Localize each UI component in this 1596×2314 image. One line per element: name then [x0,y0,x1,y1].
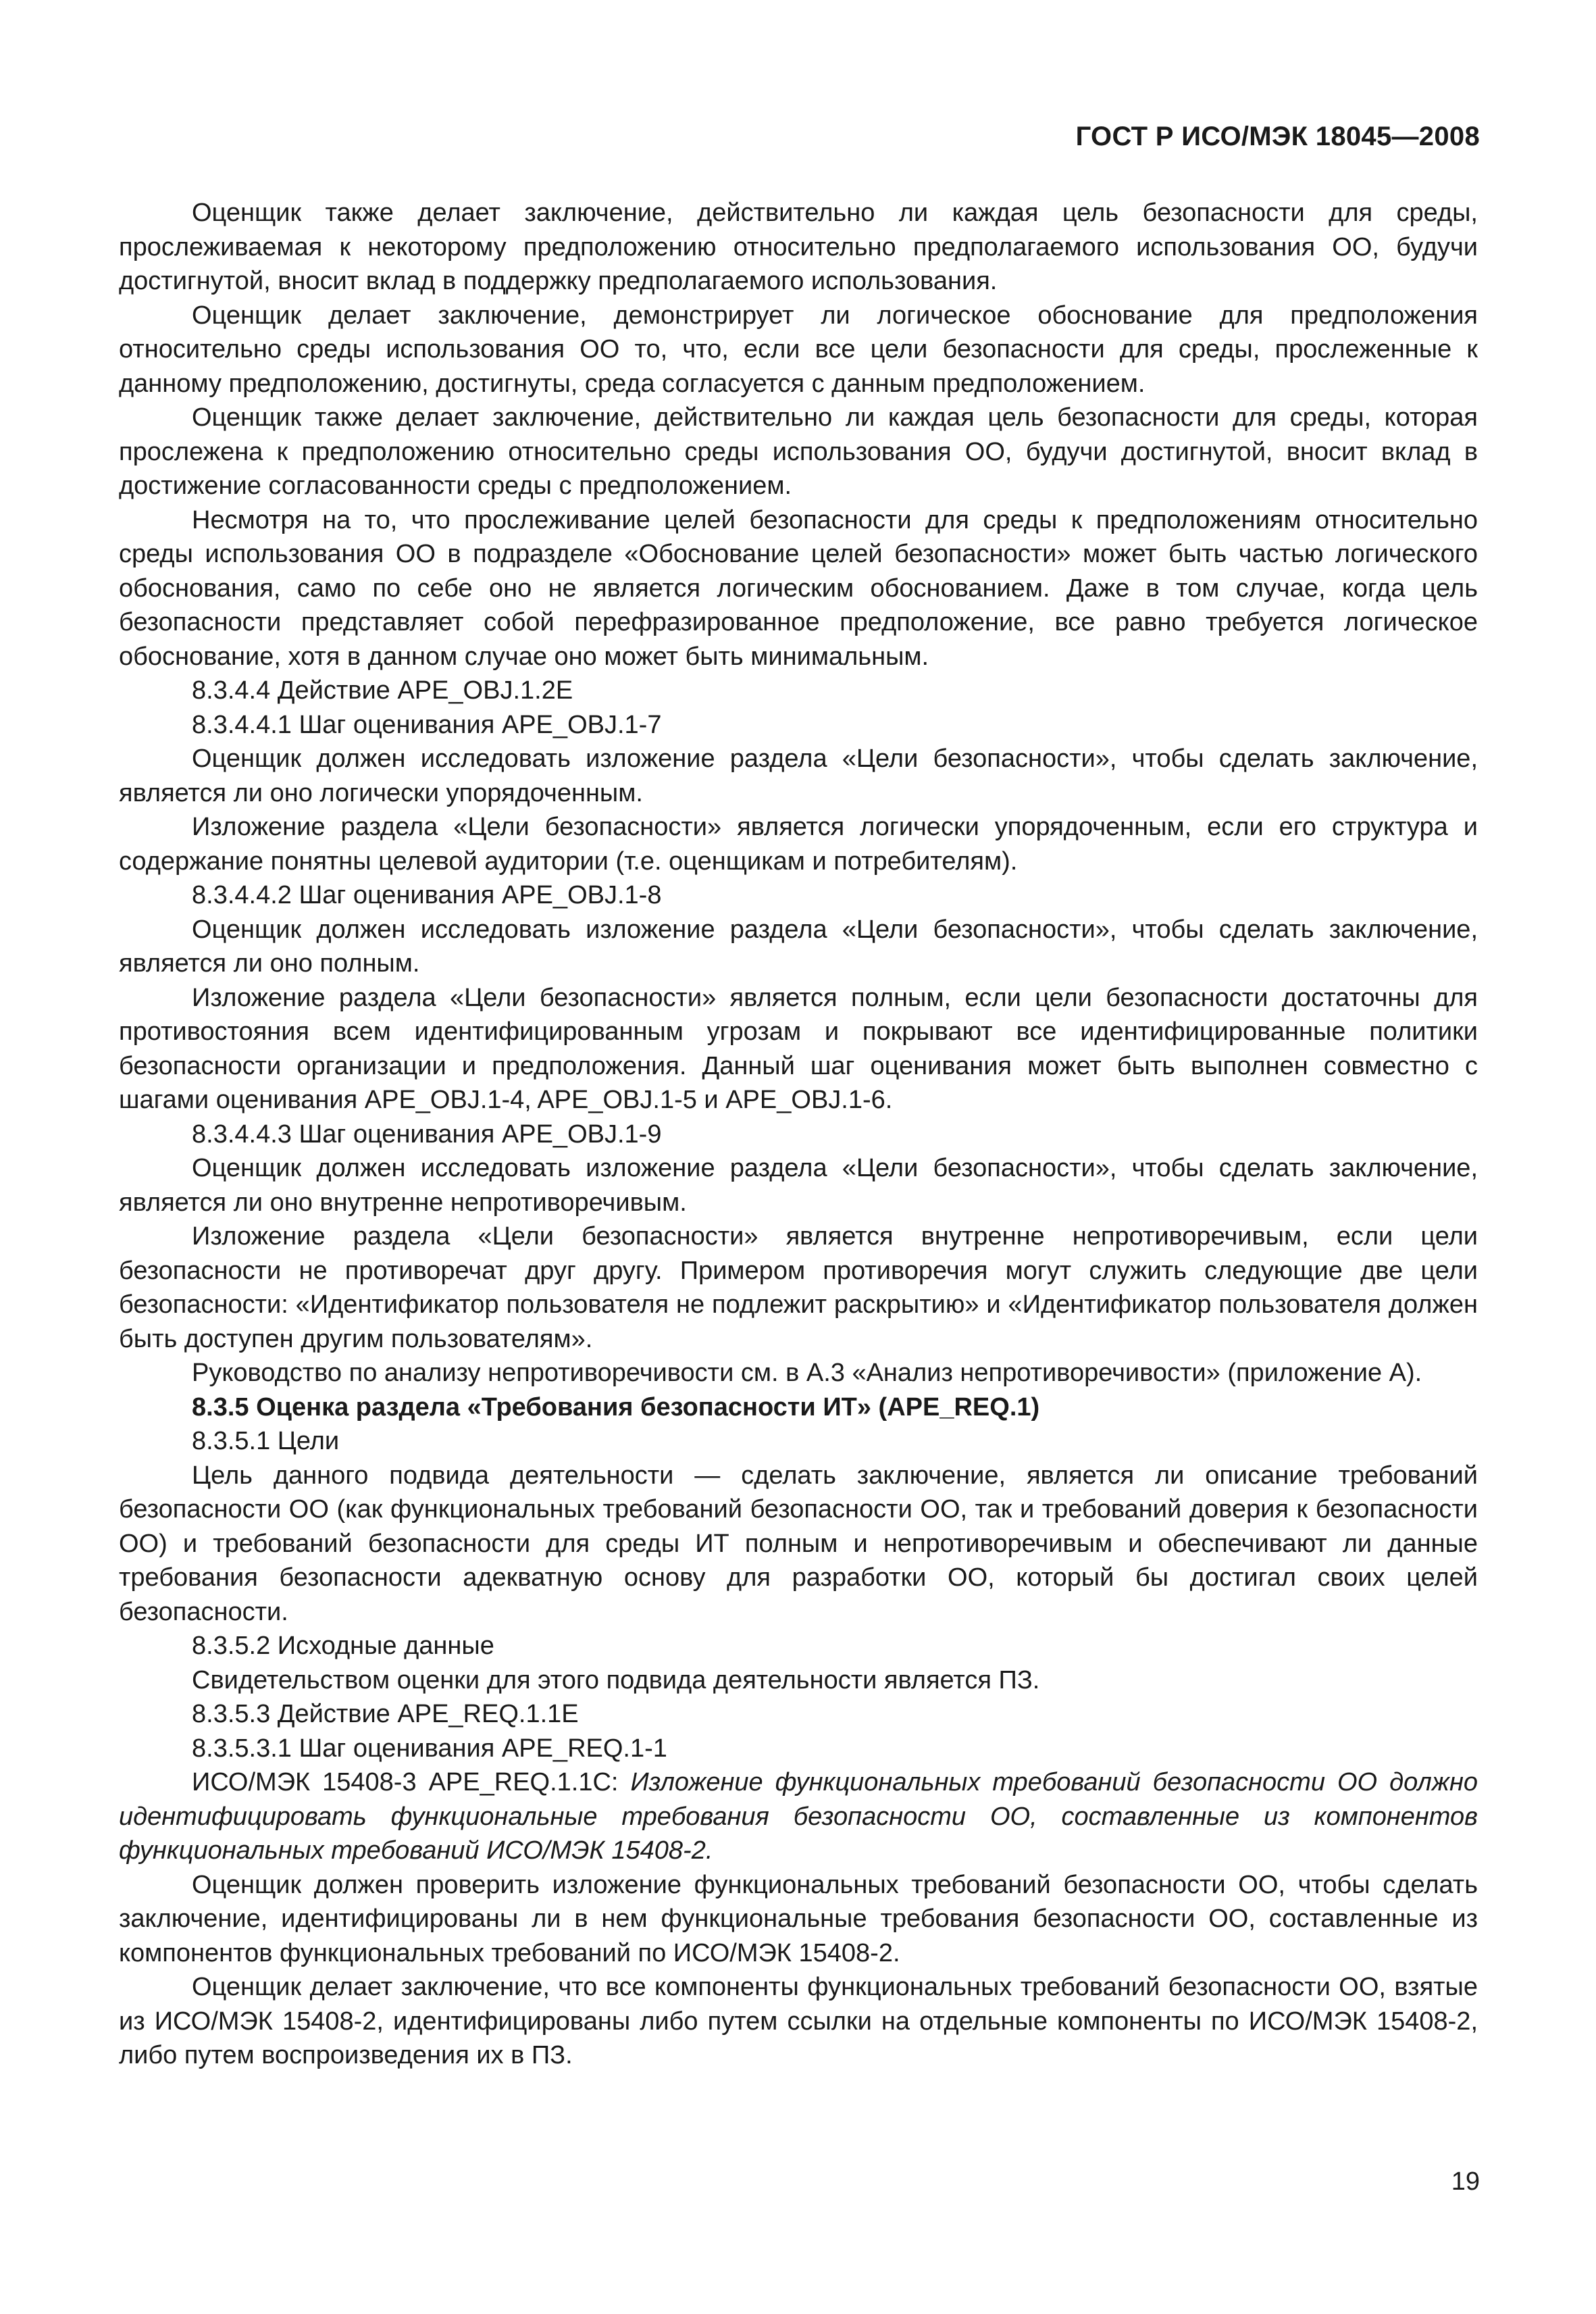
clause-heading: 8.3.4.4 Действие APE_OBJ.1.2E [192,676,573,705]
paragraph: Оценщик также делает заключение, действительно ли каждая цель безопасности для среды, прослеживаемая к некоторому предположению относительно предполагаемого использования ОО, будучи достигнутой, вносит вклад в поддержку предполагаемого использования. [119,199,1478,295]
paragraph: Цель данного подвида деятельности — сделать заключение, является ли описание требований безопасности ОО (как функциональных требований безопасности ОО, так и требований доверия к безопасности ОО) и требований безопасности для среды ИТ полным и непротиворечивым и обеспечивают ли данные требования безопасности адекватную основу для разработки ОО, который бы достигал своих целей безопасности. [119,1461,1478,1626]
paragraph: Оценщик должен проверить изложение функциональных требований безопасности ОО, чтобы сделать заключение, идентифицированы ли в нем функциональные требования безопасности ОО, составленные из компонентов функциональных требований по ИСО/МЭК 15408-2. [119,1870,1478,1967]
clause-heading: 8.3.5.1 Цели [192,1427,340,1455]
clause-heading: 8.3.5.2 Исходные данные [192,1632,494,1660]
paragraph: Изложение раздела «Цели безопасности» является полным, если цели безопасности достаточны для противостояния всем идентифицированным угрозам и покрывают все идентифицированные политики безопасности организации и предположения. Данный шаг оценивания может быть выполнен совместно с шагами оценивания APE_OBJ.1-4, APE_OBJ.1-5 и APE_OBJ.1-6. [119,983,1478,1114]
paragraph: Оценщик делает заключение, демонстрирует ли логическое обоснование для предположения относительно среды использования ОО то, что, если все цели безопасности для среды, прослеженные к данному предположению, достигнуты, среда согласуется с данным предположением. [119,301,1478,398]
clause-heading: 8.3.4.4.2 Шаг оценивания APE_OBJ.1-8 [192,881,662,909]
paragraph: Оценщик делает заключение, что все компоненты функциональных требований безопасности ОО, взятые из ИСО/МЭК 15408-2, идентифицированы либо путем ссылки на отдельные компоненты по ИСО/МЭК 15408-2, либо путем воспроизведения их в ПЗ. [119,1973,1478,2069]
paragraph: Оценщик должен исследовать изложение раздела «Цели безопасности», чтобы сделать заключение, является ли оно полным. [119,915,1478,978]
clause-heading: 8.3.4.4.1 Шаг оценивания APE_OBJ.1-7 [192,710,662,739]
clause-heading: 8.3.5.3.1 Шаг оценивания APE_REQ.1-1 [192,1734,667,1763]
requirement-text: Изложение функциональных требований безопасности ОО должно идентифицировать функциональные требования безопасности ОО, составленные из компонентов функциональных требований ИСО/МЭК 15408-2. [119,1768,1478,1865]
page-body [119,196,1478,2073]
paragraph: Руководство по анализу непротиворечивости см. в А.3 «Анализ непротиворечивости» (приложение А). [192,1359,1422,1387]
paragraph: Свидетельством оценки для этого подвида деятельности является ПЗ. [192,1665,1040,1694]
requirement-reference: ИСО/МЭК 15408-3 APE_REQ.1.1C: [192,1768,619,1796]
clause-heading: 8.3.4.4.3 Шаг оценивания APE_OBJ.1-9 [192,1120,662,1149]
paragraph: Оценщик должен исследовать изложение раздела «Цели безопасности», чтобы сделать заключение, является ли оно логически упорядоченным. [119,745,1478,807]
page-number: 19 [1451,2167,1480,2196]
section-heading: 8.3.5 Оценка раздела «Требования безопасности ИТ» (APE_REQ.1) [192,1392,1040,1422]
document-header: ГОСТ Р ИСО/МЭК 18045—2008 [1075,122,1480,151]
paragraph: Оценщик также делает заключение, действительно ли каждая цель безопасности для среды, которая прослежена к предположению относительно среды использования ОО, будучи достигнутой, вносит вклад в достижение согласованности среды с предположением. [119,403,1478,500]
paragraph: Изложение раздела «Цели безопасности» является внутренне непротиворечивым, если цели безопасности не противоречат друг другу. Примером противоречия могут служить следующие две цели безопасности: «Идентификатор пользователя не подлежит раскрытию» и «Идентификатор пользователя должен быть доступен другим пользователям». [119,1222,1478,1353]
paragraph: Оценщик должен исследовать изложение раздела «Цели безопасности», чтобы сделать заключение, является ли оно внутренне непротиворечивым. [119,1154,1478,1217]
requirement-paragraph [119,1765,1478,1868]
paragraph: Несмотря на то, что прослеживание целей безопасности для среды к предположениям относительно среды использования ОО в подразделе «Обоснование целей безопасности» может быть частью логического обоснования, само по себе оно не является логическим обоснованием. Даже в том случае, когда цель безопасности представляет собой перефразированное предположение, все равно требуется логическое обоснование, хотя в данном случае оно может быть минимальным. [119,505,1478,671]
paragraph: Изложение раздела «Цели безопасности» является логически упорядоченным, если его структура и содержание понятны целевой аудитории (т.е. оценщикам и потребителям). [119,813,1478,876]
clause-heading: 8.3.5.3 Действие APE_REQ.1.1E [192,1700,579,1728]
